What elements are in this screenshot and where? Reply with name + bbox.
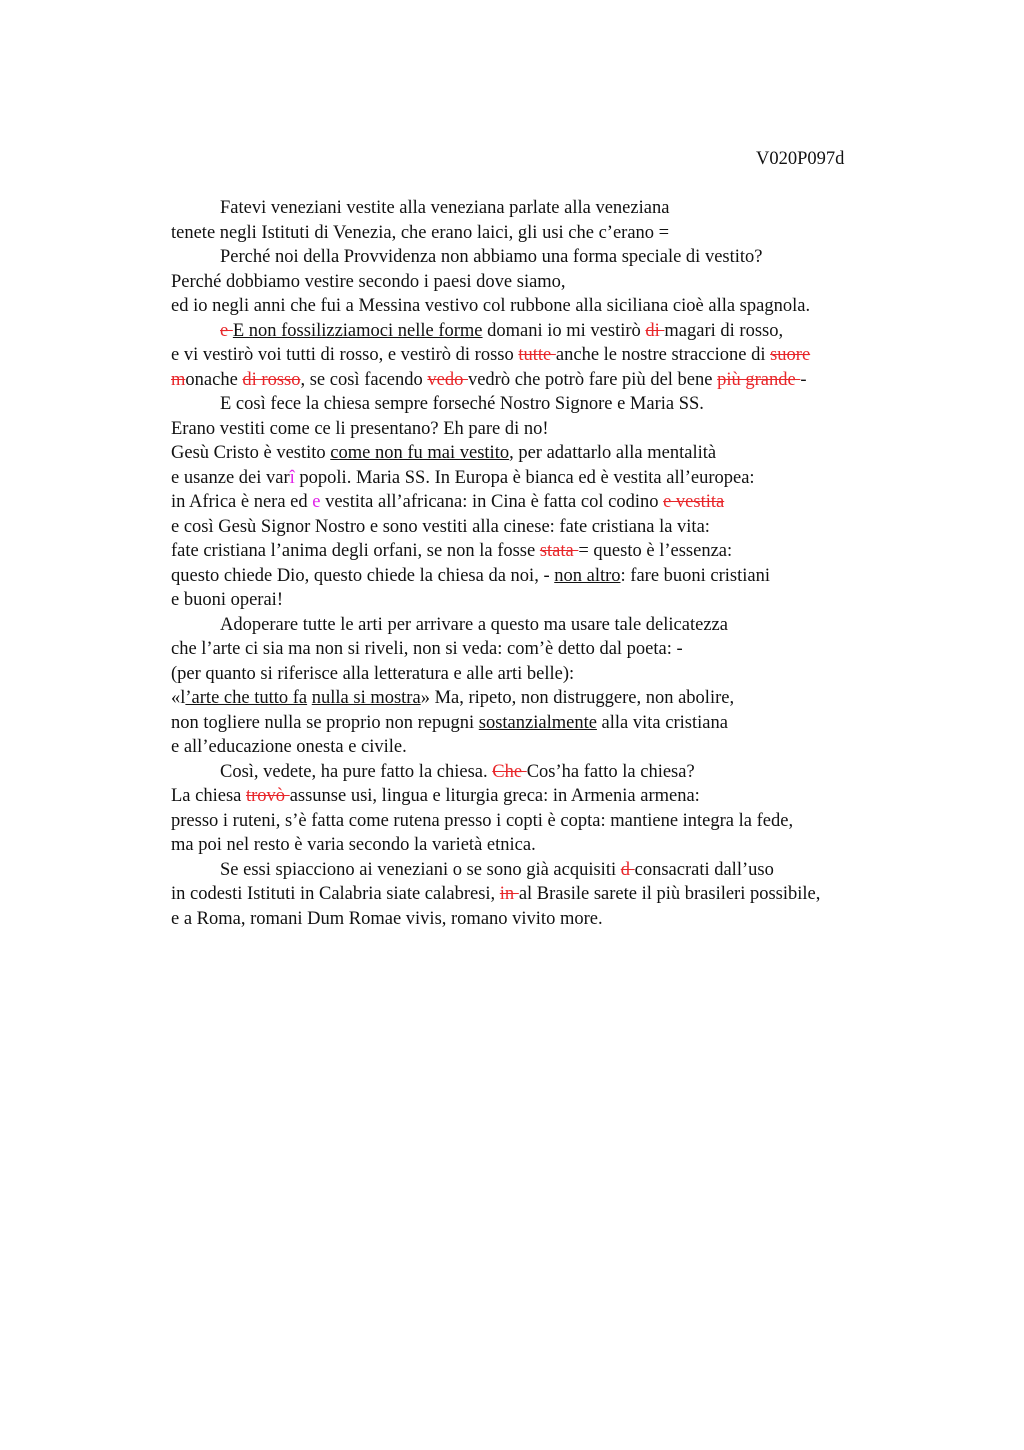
text-line [171, 809, 931, 834]
text-segment: ed io negli anni che fui a Messina vestivo col rubbone alla siciliana cioè alla spagnola. [171, 296, 811, 316]
text-segment: e così Gesù Signor Nostro e sono vestiti alla cinese: fate cristiana la vita: [171, 516, 710, 537]
deleted-text: trovò [246, 786, 290, 806]
text-line [171, 833, 931, 858]
text-segment: tenete negli Istituti di Venezia, che erano laici, gli usi che c’erano = [171, 222, 670, 243]
deleted-text: di rosso [242, 369, 301, 390]
text-segment: non togliere nulla se proprio non repugni [171, 712, 479, 733]
deleted-text: stata [539, 541, 579, 561]
text-line [171, 392, 931, 417]
text-segment: ma poi nel resto è varia secondo la varietà etnica. [171, 835, 536, 855]
deleted-text: di [645, 320, 665, 341]
text-line [171, 662, 931, 687]
text-line [171, 319, 931, 344]
text-line [171, 343, 931, 368]
text-segment: onache [185, 369, 243, 390]
text-segment: , per adattarlo alla mentalità [509, 443, 717, 463]
text-line [171, 294, 931, 319]
underlined-text: non altro [554, 565, 621, 586]
text-segment: fate cristiana l’anima degli orfani, se non la fosse [171, 541, 540, 561]
text-line [171, 907, 931, 932]
text-segment: anche le nostre straccione di [555, 345, 771, 365]
text-line [171, 368, 931, 393]
document-id: V020P097d [756, 149, 845, 169]
text-segment: Perché noi della Provvidenza non abbiamo una forma speciale di vestito? [220, 247, 763, 267]
text-segment: consacrati dall’uso [634, 859, 774, 880]
underlined-text: E non fossilizziamoci nelle forme [232, 320, 483, 341]
text-segment: «l [171, 688, 186, 708]
deleted-text: più grande [717, 369, 801, 390]
text-line [171, 637, 931, 662]
text-line [171, 539, 931, 564]
text-segment: e buoni operai! [171, 590, 283, 610]
text-line [171, 196, 931, 221]
text-segment: : fare buoni cristiani [620, 565, 771, 586]
text-segment: » Ma, ripeto, non distruggere, non abolire, [420, 688, 735, 708]
text-segment: Adoperare tutte le arti per arrivare a questo ma usare tale delicatezza [220, 614, 728, 635]
deleted-text: suore [770, 345, 811, 365]
text-segment: La chiesa [171, 786, 246, 806]
text-segment: e a Roma, romani Dum Romae vivis, romano vivito more. [171, 908, 603, 929]
text-line [171, 760, 931, 785]
text-segment: alla vita cristiana [596, 712, 728, 733]
underlined-text: come non fu mai vestito [330, 443, 510, 463]
underlined-text: ’arte che tutto fa [185, 688, 308, 708]
text-line [171, 245, 931, 270]
text-segment: presso i ruteni, s’è fatta come rutena presso i copti è copta: mantiene integra la fede, [171, 810, 794, 831]
text-line [171, 858, 931, 883]
deleted-text: m [171, 369, 186, 390]
text-line [171, 711, 931, 736]
text-segment: = questo è l’essenza: [578, 541, 733, 561]
text-line [171, 221, 931, 246]
text-segment: magari di rosso, [664, 320, 784, 341]
text-segment: assunse usi, lingua e liturgia greca: in Armenia armena: [289, 786, 700, 806]
text-line [171, 270, 931, 295]
text-segment: vedrò che potrò fare più del bene [467, 369, 718, 390]
text-segment: in Africa è nera ed [171, 492, 313, 512]
text-segment: Gesù Cristo è vestito [171, 443, 331, 463]
inserted-text: e [312, 492, 321, 512]
text-segment: Erano vestiti come ce li presentano? Eh pare di no! [171, 418, 549, 439]
text-line [171, 417, 931, 442]
text-segment: Così, vedete, ha pure fatto la chiesa. [220, 761, 493, 782]
text-segment: Se essi spiacciono ai veneziani o se sono già acquisiti [220, 859, 621, 880]
underlined-text: nulla si mostra [311, 688, 421, 708]
text-segment: Fatevi veneziani vestite alla veneziana parlate alla veneziana [220, 198, 670, 218]
text-line [171, 686, 931, 711]
text-segment: vestita all’africana: in Cina è fatta col codino [320, 492, 664, 512]
deleted-text: in [499, 884, 519, 904]
inserted-text: î [289, 467, 295, 488]
deleted-text: vedo [427, 369, 468, 390]
deleted-text: e [220, 320, 233, 341]
deleted-text: e vestita [663, 492, 725, 512]
text-line [171, 490, 931, 515]
text-segment: in codesti Istituti in Calabria siate calabresi, [171, 884, 500, 904]
text-line [171, 735, 931, 760]
text-segment: questo chiede Dio, questo chiede la chiesa da noi, - [171, 565, 555, 586]
text-line [171, 588, 931, 613]
text-segment: domani io mi vestirò [482, 320, 646, 341]
underlined-text: sostanzialmente [478, 712, 597, 733]
text-segment: che l’arte ci sia ma non si riveli, non si veda: com’è detto dal poeta: - [171, 639, 683, 659]
text-line [171, 784, 931, 809]
text-segment: al Brasile sarete il più brasileri possibile, [518, 884, 821, 904]
text-segment: (per quanto si riferisce alla letteratura e alle arti belle): [171, 663, 575, 684]
deleted-text: d [620, 859, 635, 880]
text-segment: e usanze dei var [171, 467, 290, 488]
text-line [171, 515, 931, 540]
text-line [171, 882, 931, 907]
deleted-text: Che [492, 761, 527, 782]
deleted-text: tutte [518, 345, 556, 365]
text-line [171, 466, 931, 491]
text-segment: e vi vestirò voi tutti di rosso, e vestirò di rosso [171, 345, 519, 365]
text-segment: , se così facendo [300, 369, 428, 390]
text-segment: popoli. Maria SS. In Europa è bianca ed è vestita all’europea: [294, 467, 755, 488]
text-line [171, 613, 931, 638]
text-segment: - [800, 369, 807, 390]
document-body [171, 196, 931, 931]
text-segment: Cos’ha fatto la chiesa? [526, 761, 695, 782]
text-segment: e all’educazione onesta e civile. [171, 737, 407, 757]
text-segment: E così fece la chiesa sempre forseché Nostro Signore e Maria SS. [220, 394, 704, 414]
text-line [171, 441, 931, 466]
text-line [171, 564, 931, 589]
text-segment: Perché dobbiamo vestire secondo i paesi dove siamo, [171, 271, 566, 292]
